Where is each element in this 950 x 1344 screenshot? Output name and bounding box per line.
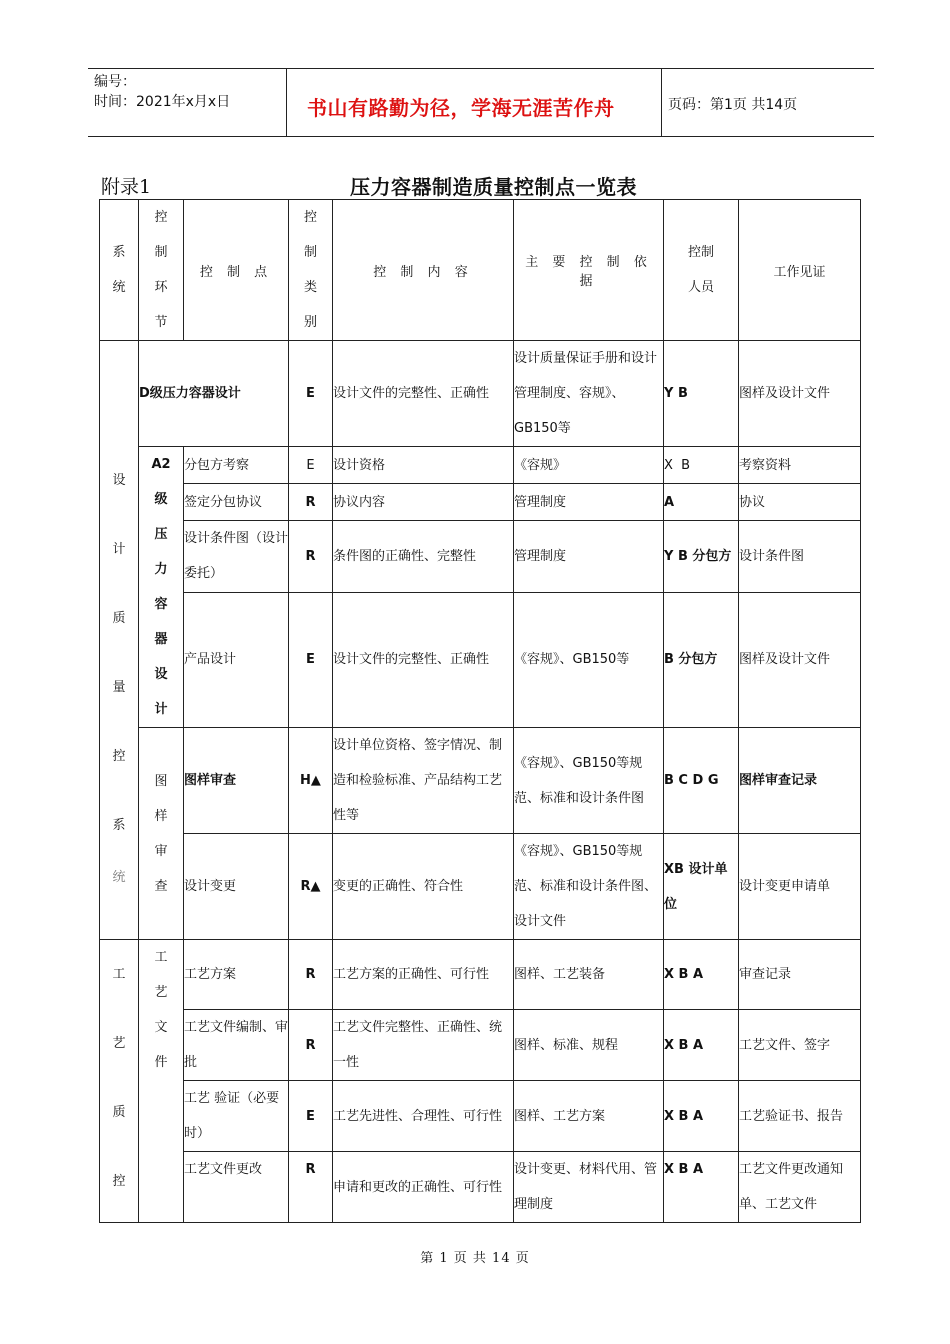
cell-point: 签定分包协议 — [184, 484, 289, 521]
cell-point: 工艺文件编制、审批 — [184, 1010, 289, 1081]
cell-evidence: 图样审查记录 — [739, 728, 861, 834]
table-row — [100, 341, 861, 447]
cell-person: B C D G — [664, 728, 739, 834]
cell-evidence: 工艺验证书、报告 — [739, 1081, 861, 1152]
cell-evidence: 考察资料 — [739, 447, 861, 484]
cell-content: 条件图的正确性、完整性 — [333, 521, 514, 592]
cell-evidence: 协议 — [739, 484, 861, 521]
col-header-basis: 主 要 控 制 依 据 — [514, 200, 664, 341]
cell-content: 工艺方案的正确性、可行性 — [333, 940, 514, 1010]
cell-basis: 《容规》 — [514, 447, 664, 484]
appendix-label: 附录1 — [101, 176, 152, 198]
page-title: 压力容器制造质量控制点一览表 — [350, 175, 637, 199]
cell-basis: 图样、工艺装备 — [514, 940, 664, 1010]
cell-person: Y B — [664, 341, 739, 447]
cell-basis: 图样、工艺方案 — [514, 1081, 664, 1152]
cell-person: X B A — [664, 1010, 739, 1081]
cell-type: E — [289, 341, 333, 447]
table-row — [100, 940, 861, 1010]
cell-type: E — [289, 592, 333, 728]
document-number-label: 编号： — [94, 74, 136, 90]
header-page-info: 页码：第1页 共14页 — [668, 97, 798, 113]
col-header-system: 系统 — [100, 200, 139, 341]
cell-evidence: 工艺文件更改通知单、工艺文件 — [739, 1152, 861, 1223]
cell-type: E — [289, 1081, 333, 1152]
cell-point: 产品设计 — [184, 592, 289, 728]
cell-point: 工艺方案 — [184, 940, 289, 1010]
col-header-content: 控 制 内 容 — [333, 200, 514, 341]
table-row — [100, 484, 861, 521]
quality-control-table — [99, 199, 861, 1223]
cell-basis: 管理制度 — [514, 521, 664, 592]
cell-type: R — [289, 1010, 333, 1081]
cell-content: 设计文件的完整性、正确性 — [333, 592, 514, 728]
table-row — [100, 1010, 861, 1081]
cell-person: B 分包方 — [664, 592, 739, 728]
group-process-files: 工艺文件 — [139, 940, 184, 1223]
table-row — [100, 834, 861, 940]
header-motto: 书山有路勤为径，学海无涯苦作舟 — [307, 96, 615, 120]
cell-content: 工艺先进性、合理性、可行性 — [333, 1081, 514, 1152]
table-row — [100, 592, 861, 728]
cell-content: 协议内容 — [333, 484, 514, 521]
cell-basis: 《容规》、GB150等规范、标准和设计条件图、设计文件 — [514, 834, 664, 940]
table-row — [100, 1081, 861, 1152]
cell-point: 工艺文件更改 — [184, 1152, 289, 1223]
document-date: 时间：2021年x月x日 — [94, 94, 231, 110]
cell-point: 设计变更 — [184, 834, 289, 940]
group-drawing-review: 图样审查 — [139, 728, 184, 940]
cell-evidence: 审查记录 — [739, 940, 861, 1010]
cell-point: 工艺 验证（必要时） — [184, 1081, 289, 1152]
col-header-evidence: 工作见证 — [739, 200, 861, 341]
cell-basis: 《容规》、GB150等规范、标准和设计条件图 — [514, 728, 664, 834]
cell-content: 变更的正确性、符合性 — [333, 834, 514, 940]
cell-type: R — [289, 521, 333, 592]
table-row — [100, 521, 861, 592]
header-motto-cell — [286, 69, 662, 136]
cell-point: D级压力容器设计 — [139, 341, 289, 447]
table-row — [100, 728, 861, 834]
group-process-system: 工艺质控 — [100, 940, 139, 1223]
cell-content: 设计文件的完整性、正确性 — [333, 341, 514, 447]
cell-person: X B A — [664, 940, 739, 1010]
cell-content: 申请和更改的正确性、可行性 — [333, 1152, 514, 1223]
cell-basis: 《容规》、GB150等 — [514, 592, 664, 728]
col-header-type: 控制类别 — [289, 200, 333, 341]
cell-type: R▲ — [289, 834, 333, 940]
cell-basis: 设计质量保证手册和设计管理制度、容规》、GB150等 — [514, 341, 664, 447]
cell-basis: 图样、标准、规程 — [514, 1010, 664, 1081]
cell-basis: 管理制度 — [514, 484, 664, 521]
cell-evidence: 图样及设计文件 — [739, 592, 861, 728]
cell-type: H▲ — [289, 728, 333, 834]
cell-type: R — [289, 940, 333, 1010]
header-page-cell — [660, 69, 874, 136]
cell-content: 工艺文件完整性、正确性、统一性 — [333, 1010, 514, 1081]
header-meta — [88, 69, 286, 139]
page-footer: 第 1 页 共 14 页 — [420, 1251, 530, 1266]
group-a2-design: A2级压力容器设计 — [139, 447, 184, 728]
cell-point: 图样审查 — [184, 728, 289, 834]
cell-person: XB 设计单位 — [664, 834, 739, 940]
col-header-point: 控 制 点 — [184, 200, 289, 341]
cell-evidence: 设计变更申请单 — [739, 834, 861, 940]
cell-type: E — [289, 447, 333, 484]
table-row — [100, 447, 861, 484]
table-header-row — [100, 200, 861, 341]
cell-type: R — [289, 1152, 333, 1223]
cell-person: X B — [664, 447, 739, 484]
cell-evidence: 工艺文件、签字 — [739, 1010, 861, 1081]
group-design-system: 设计质量控系 统 — [100, 341, 139, 940]
cell-content: 设计资格 — [333, 447, 514, 484]
page-header — [88, 68, 874, 137]
cell-content: 设计单位资格、签字情况、制造和检验标准、产品结构工艺性等 — [333, 728, 514, 834]
col-header-person: 控制人员 — [664, 200, 739, 341]
cell-evidence: 设计条件图 — [739, 521, 861, 592]
col-header-link: 控制环节 — [139, 200, 184, 341]
cell-point: 分包方考察 — [184, 447, 289, 484]
cell-basis: 设计变更、材料代用、管理制度 — [514, 1152, 664, 1223]
cell-point: 设计条件图（设计委托） — [184, 521, 289, 592]
table-row — [100, 1152, 861, 1223]
cell-evidence: 图样及设计文件 — [739, 341, 861, 447]
cell-person: Y B 分包方 — [664, 521, 739, 592]
cell-person: X B A — [664, 1152, 739, 1223]
cell-type: R — [289, 484, 333, 521]
cell-person: X B A — [664, 1081, 739, 1152]
cell-person: A — [664, 484, 739, 521]
